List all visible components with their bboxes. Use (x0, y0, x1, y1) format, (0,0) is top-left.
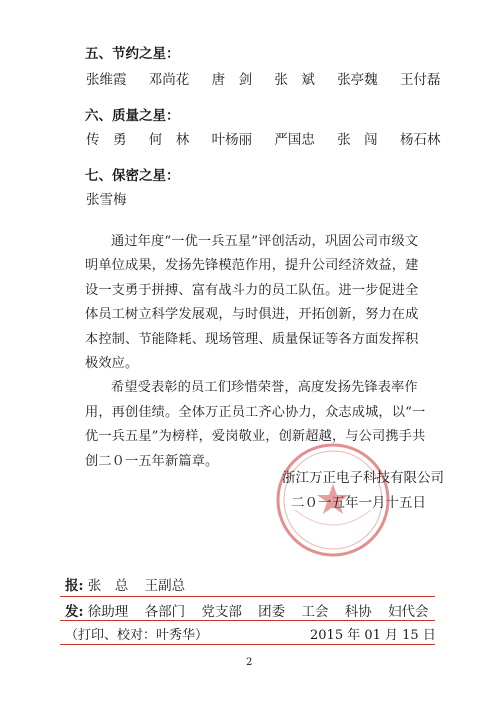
report-label: 报: (65, 578, 84, 594)
recipient: 徐助理 (87, 604, 129, 620)
names-row-quality (86, 128, 458, 148)
recipient: 党支部 (201, 604, 242, 620)
body-paragraph: 通过年度“一优一兵五星”评创活动，巩固公司市级文明单位成果，发扬先锋模范作用，提升公司经济效益，建设一支勇于拼搏、富有战斗力的员工队伍。进一步促进全体员工树立科学发展观，与时俱进，开拓创新，努力在成本控制、节能降耗、现场管理、质量保证等各方面发挥积极效应。 (85, 234, 419, 372)
recipient: 张 总 (87, 578, 129, 594)
name: 传 勇 (86, 132, 127, 148)
report-to-row (65, 574, 197, 594)
company-name: 浙江万正电子科技有限公司 (282, 470, 444, 486)
name: 杨石林 (399, 132, 441, 148)
section-heading-confidential: 七、保密之星： (85, 168, 180, 184)
recipient: 科协 (344, 604, 372, 620)
recipient: 王副总 (144, 578, 186, 594)
name: 王付磊 (399, 72, 441, 88)
name: 何 林 (148, 132, 190, 148)
name: 张亭魏 (337, 72, 378, 88)
name: 叶杨丽 (211, 132, 253, 148)
name: 张 斌 (274, 72, 315, 88)
print-note: （打印、校对：叶秀华） (65, 628, 209, 643)
names-row-confidential (86, 188, 145, 208)
name: 张维霞 (86, 72, 127, 88)
recipient: 工会 (301, 604, 329, 620)
print-date: 2015 年 01 月 15 日 (310, 628, 436, 643)
name: 张 闯 (337, 132, 378, 148)
body-text (85, 230, 430, 474)
recipient: 妇代会 (388, 604, 429, 620)
recipient: 团委 (258, 604, 286, 620)
page-number: 2 (246, 657, 253, 668)
name: 唐 剑 (211, 72, 253, 88)
divider (60, 620, 435, 621)
body-paragraph: 希望受表彰的员工们珍惜荣誉，高度发扬先锋表率作用，再创佳绩。全体万正员工齐心协力，众志成城，以“一优一兵五星”为榜样，爱岗敬业，创新超越，与公司携手共创二０一五年新篇章。 (85, 380, 426, 469)
issue-date: 二０一五年一月十五日 (291, 495, 426, 511)
names-row-frugal (86, 68, 458, 88)
name: 邓尚花 (148, 72, 190, 88)
send-label: 发: (65, 604, 84, 620)
name: 张雪梅 (86, 192, 127, 208)
divider (60, 596, 435, 597)
recipient: 各部门 (144, 604, 186, 620)
send-to-row (65, 600, 441, 620)
section-heading-quality: 六、质量之星： (85, 108, 180, 124)
name: 严国忠 (274, 132, 315, 148)
section-heading-frugal: 五、节约之星： (85, 46, 180, 62)
divider (60, 644, 435, 645)
